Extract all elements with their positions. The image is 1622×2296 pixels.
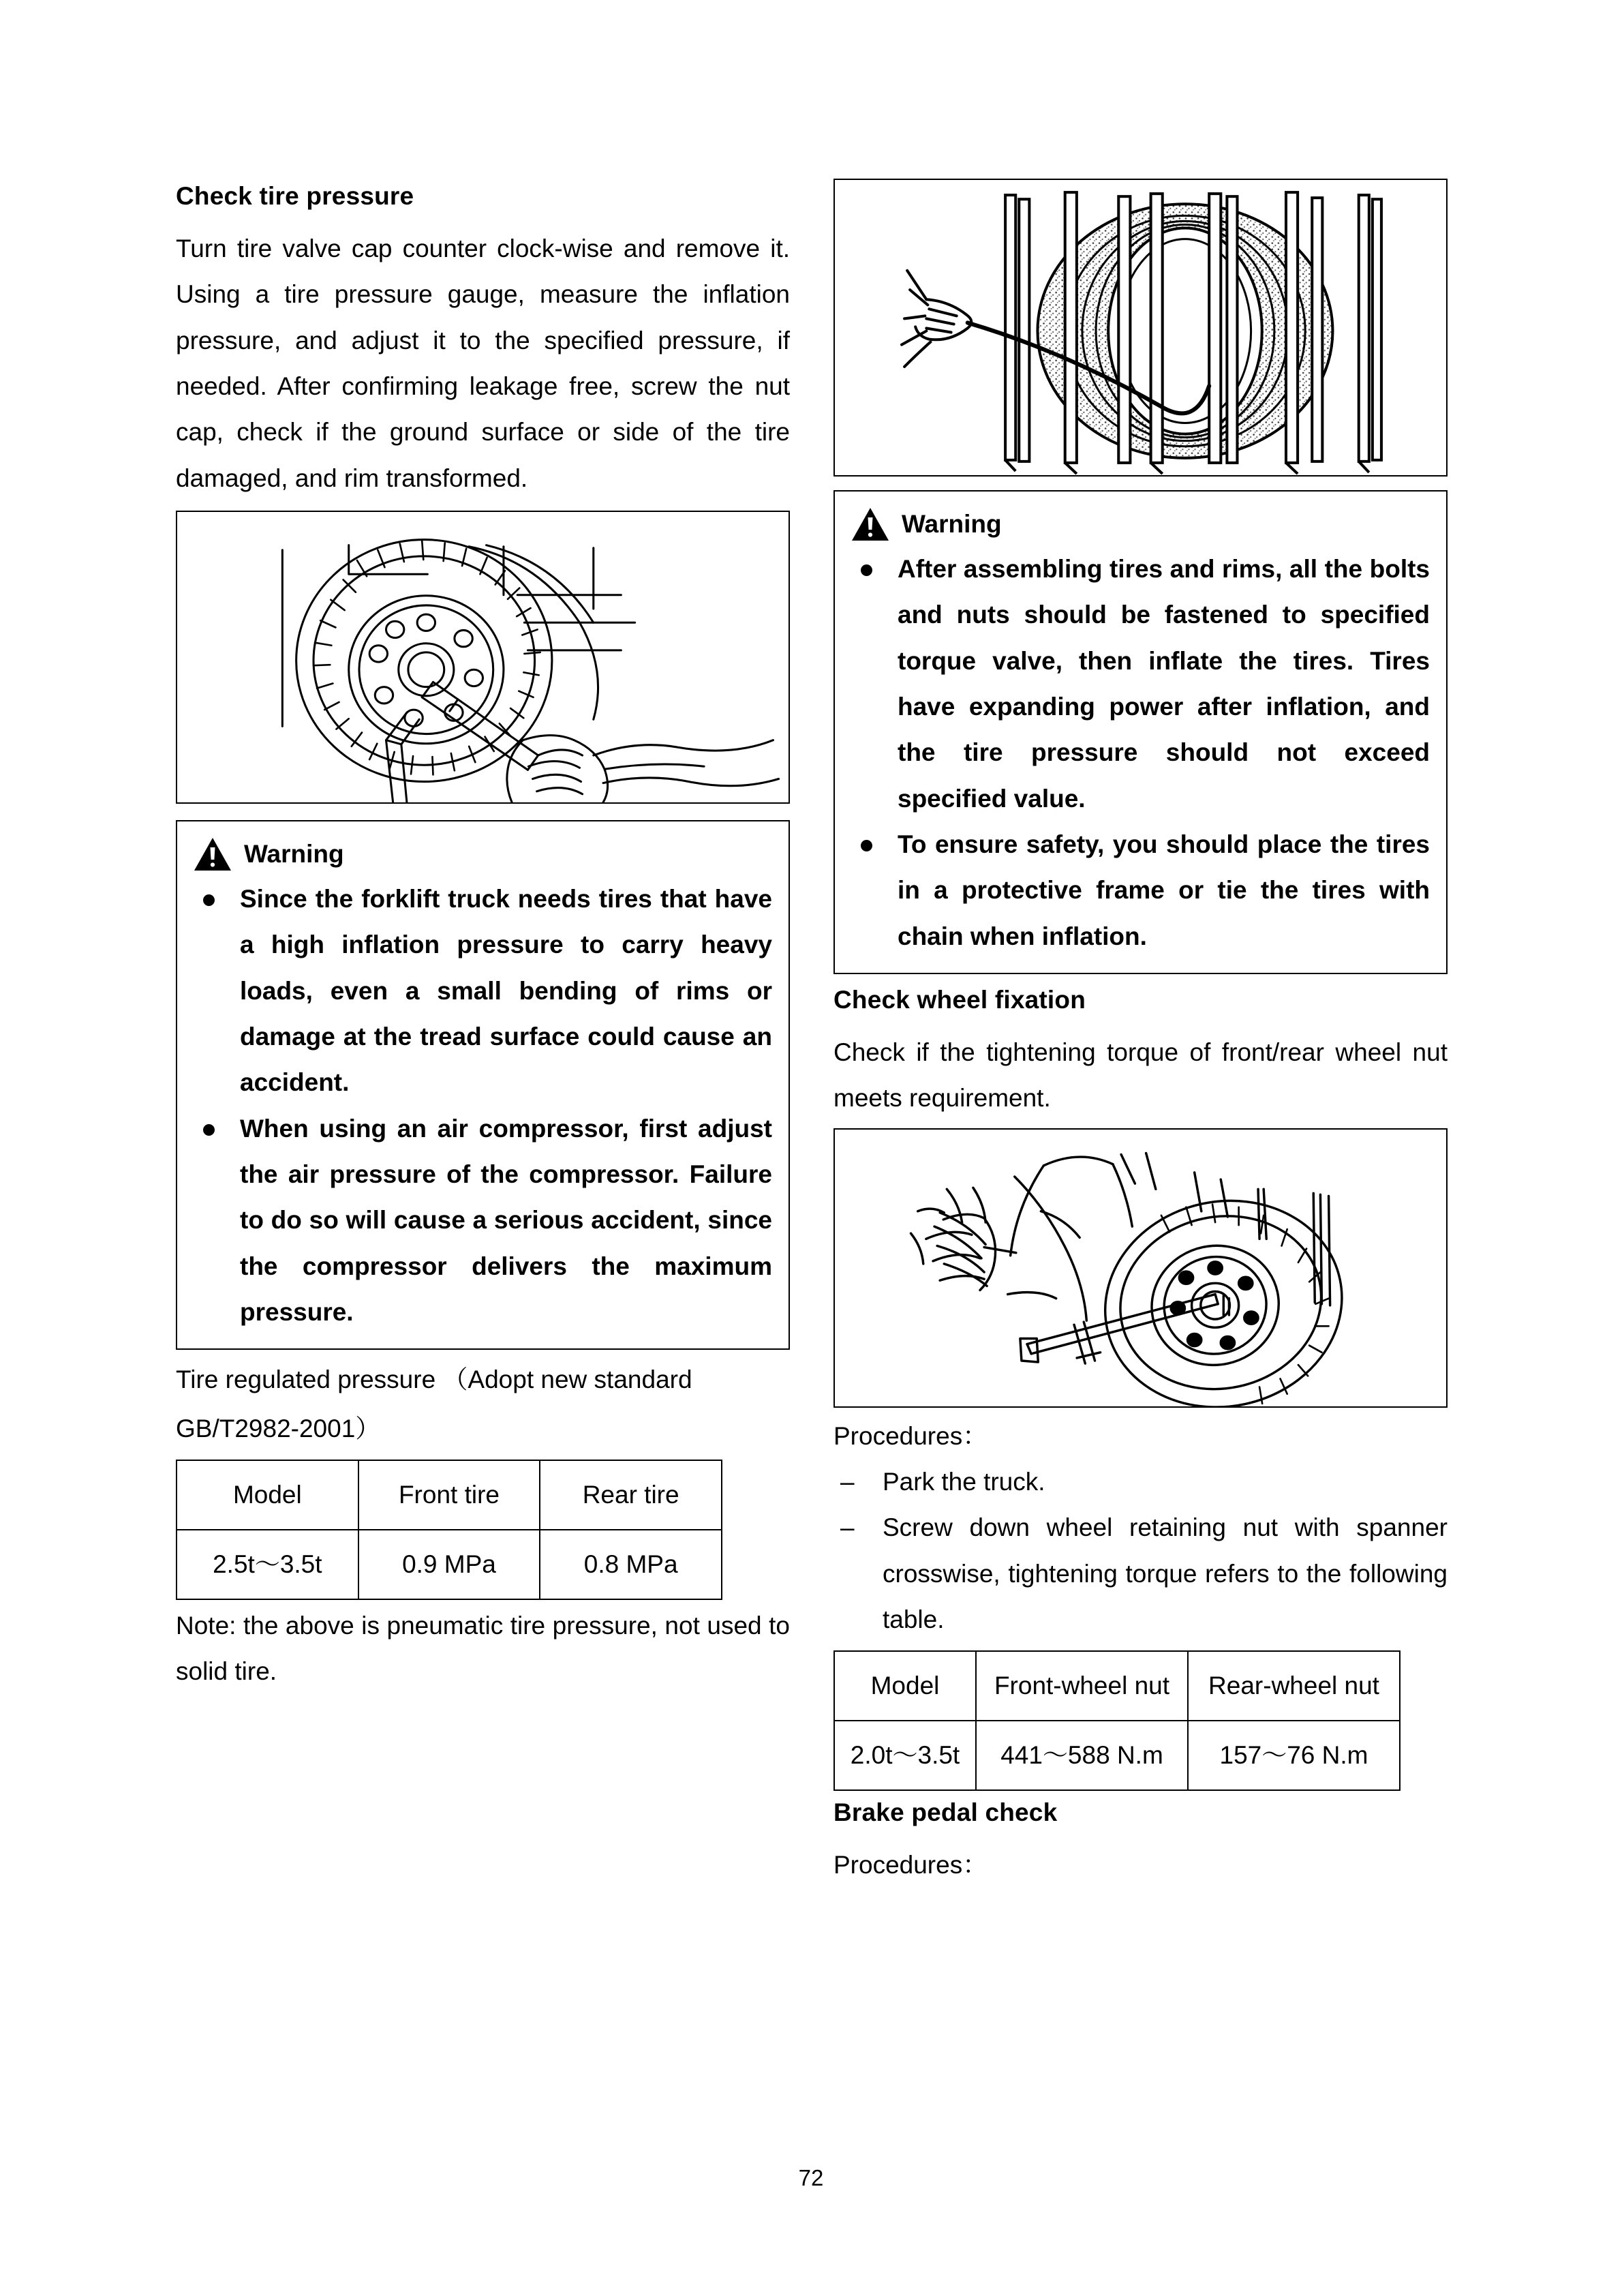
section-heading-check-wheel-fixation: Check wheel fixation <box>833 985 1086 1014</box>
warning-bullet-list <box>851 546 1430 959</box>
table-cell: 0.9 MPa <box>358 1530 540 1599</box>
warning-bullet: When using an air compressor, first adjust the air pressure of the compressor. Failure to do so will cause a serious accident, since the compressor delivers the maximum pressure. <box>194 1106 772 1335</box>
wrench-drawing <box>835 1130 1446 1406</box>
right-column <box>833 179 1448 1888</box>
table-row <box>834 1721 1400 1790</box>
table-cell: 2.5t～3.5t <box>177 1530 358 1599</box>
table-cell: 157～76 N.m <box>1188 1721 1400 1790</box>
cage-drawing <box>835 180 1446 475</box>
table-header-cell: Front-wheel nut <box>976 1651 1188 1721</box>
table-header-cell: Model <box>177 1460 358 1530</box>
table-cell: 0.8 MPa <box>540 1530 722 1599</box>
warning-bullet: To ensure safety, you should place the tires in a protective frame or tie the tires with chain when inflation. <box>851 821 1430 959</box>
warning-bullet: Since the forklift truck needs tires that have a high inflation pressure to carry heavy loads, even a small bending of rims or damage at the tread surface could cause an accident. <box>194 876 772 1106</box>
section-heading-brake-pedal-check: Brake pedal check <box>833 1798 1058 1827</box>
pressure-table-intro-line-1: Tire regulated pressure （Adopt new standard <box>176 1365 692 1394</box>
tire-in-protective-cage-illustration <box>833 179 1448 477</box>
warning-label: Warning <box>902 509 1002 538</box>
warning-bullet: After assembling tires and rims, all the bolts and nuts should be fastened to specified torque valve, then inflate the tires. Tires have expanding power after inflation, and the tire pressure should not exceed specified value. <box>851 546 1430 821</box>
procedures-label: Procedures： <box>833 1421 988 1450</box>
table-header-cell: Rear tire <box>540 1460 722 1530</box>
table-header-cell: Rear-wheel nut <box>1188 1651 1400 1721</box>
table-cell: 441～588 N.m <box>976 1721 1188 1790</box>
wheel-fixation-description: Check if the tightening torque of front/rear wheel nut meets requirement. <box>833 1038 1448 1113</box>
pressure-table-intro-line-2: GB/T2982-2001） <box>176 1414 381 1442</box>
table-header-row <box>834 1651 1400 1721</box>
tire-pressure-gauge-illustration <box>176 511 790 804</box>
procedures-list <box>833 1459 1448 1642</box>
gauge-drawing <box>177 512 789 802</box>
warning-label: Warning <box>244 839 344 868</box>
two-column-layout <box>176 179 1448 1888</box>
warning-box-tire-assembly <box>833 490 1448 974</box>
warning-triangle-icon <box>851 507 889 542</box>
procedure-item: – Park the truck. <box>833 1459 1448 1505</box>
warning-triangle-icon <box>194 836 232 872</box>
table-cell: 2.0t～3.5t <box>834 1721 976 1790</box>
wheel-nut-torque-table <box>833 1650 1401 1791</box>
tire-pressure-table <box>176 1460 722 1600</box>
warning-header <box>851 507 1430 542</box>
warning-box-tire-pressure <box>176 820 790 1350</box>
table-row <box>177 1530 722 1599</box>
page-number: 72 <box>798 2165 824 2190</box>
table-header-row <box>177 1460 722 1530</box>
left-column <box>176 179 790 1697</box>
wheel-nut-wrench-illustration <box>833 1128 1448 1408</box>
warning-header <box>194 836 772 872</box>
intro-paragraph: Turn tire valve cap counter clock-wise and remove it. Using a tire pressure gauge, measure the inflation pressure, and adjust it to the specified pressure, if needed. After confirming leakage free, screw the nut cap, check if the ground surface or side of the tire damaged, and rim transformed. <box>176 235 790 492</box>
table-header-cell: Front tire <box>358 1460 540 1530</box>
page-title-check-tire-pressure: Check tire pressure <box>176 182 414 210</box>
pressure-table-note: Note: the above is pneumatic tire pressure, not used to solid tire. <box>176 1611 790 1686</box>
procedures-label-brake: Procedures： <box>833 1851 988 1879</box>
table-header-cell: Model <box>834 1651 976 1721</box>
warning-bullet-list <box>194 876 772 1335</box>
procedure-item: – Screw down wheel retaining nut with spanner crosswise, tightening torque refers to the following table. <box>833 1505 1448 1642</box>
